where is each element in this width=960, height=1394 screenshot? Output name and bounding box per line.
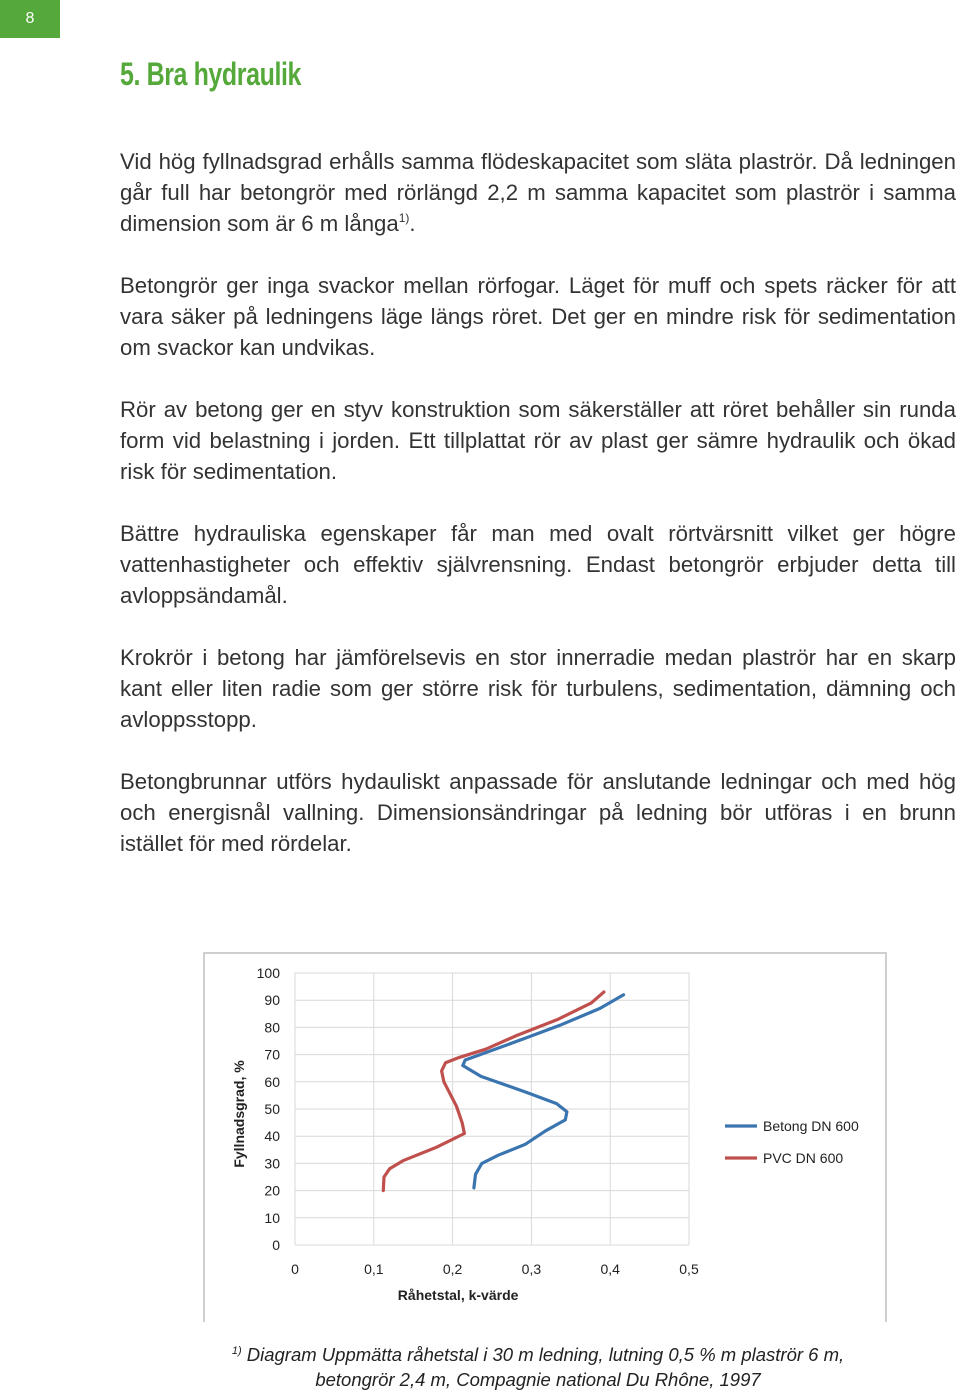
y-tick-label: 40 bbox=[264, 1128, 280, 1145]
footnote-ref: 1) bbox=[398, 211, 410, 225]
body-text bbox=[120, 146, 956, 890]
x-tick-label: 0 bbox=[291, 1261, 299, 1277]
page-number: 8 bbox=[25, 10, 35, 27]
caption-line-2: betongrör 2,4 m, Compagnie national Du Rhône, 1997 bbox=[315, 1369, 761, 1390]
x-axis-title: Råhetstal, k-värde bbox=[397, 1287, 519, 1303]
x-tick-label: 0,4 bbox=[600, 1261, 620, 1277]
paragraph-6: Betongbrunnar utförs hydauliskt anpassade för anslutande ledningar och med hög och energisnål vallning. Dimensionsändringar på ledning bör utföras i en brunn istället för med rördelar. bbox=[120, 769, 956, 856]
section-title: 5. Bra hydraulik bbox=[120, 56, 302, 92]
legend-label: Betong DN 600 bbox=[763, 1118, 859, 1134]
y-tick-label: 10 bbox=[264, 1209, 280, 1226]
caption-footnote-ref: 1) bbox=[231, 1345, 242, 1357]
paragraph-3: Rör av betong ger en styv konstruktion som säkerställer att röret behåller sin runda form vid belastning i jorden. Ett tillplattat rör av plast ger sämre hydraulik och ökad risk för sedimentation. bbox=[120, 397, 956, 484]
y-tick-label: 0 bbox=[272, 1237, 280, 1253]
y-tick-label: 50 bbox=[264, 1101, 280, 1117]
chart-frame bbox=[203, 952, 887, 1322]
x-tick-label: 0,1 bbox=[364, 1261, 384, 1277]
x-tick-label: 0,5 bbox=[679, 1261, 699, 1277]
y-tick-label: 60 bbox=[264, 1073, 280, 1090]
paragraph-1-text: Vid hög fyllnadsgrad erhålls samma flödeskapacitet som släta plaströr. Då ledningen går full har betongrör med rörlängd 2,2 m samma kapacitet som plaströr i samma dimension som är 6 m långa bbox=[120, 149, 956, 236]
y-tick-label: 30 bbox=[264, 1155, 280, 1172]
y-tick-label: 20 bbox=[264, 1182, 280, 1199]
page-number-badge bbox=[0, 0, 60, 38]
y-tick-label: 70 bbox=[264, 1046, 280, 1063]
legend-label: PVC DN 600 bbox=[763, 1150, 844, 1166]
paragraph-5: Krokrör i betong har jämförelsevis en stor innerradie medan plaströr har en skarp kant eller liten radie som ger större risk för turbulens, sedimentation, dämning och avloppsstopp. bbox=[120, 645, 956, 732]
x-tick-label: 0,2 bbox=[442, 1261, 463, 1277]
x-tick-label: 0,3 bbox=[521, 1261, 542, 1277]
y-axis-title: Fyllnadsgrad, % bbox=[231, 1060, 247, 1168]
caption-line-1: Diagram Uppmätta råhetstal i 30 m ledning, lutning 0,5 % m plaströr 6 m, bbox=[246, 1344, 845, 1365]
paragraph-4: Bättre hydrauliska egenskaper får man med ovalt rörtvärsnitt vilket ger högre vattenhastigheter och effektiv självrensning. Endast betongrör erbjuder detta till avloppsändamål. bbox=[120, 521, 956, 608]
caption bbox=[120, 1342, 956, 1392]
paragraph-1-end: . bbox=[409, 211, 416, 236]
paragraph-2: Betongrör ger inga svackor mellan rörfogar. Läget för muff och spets räcker för att vara säker på ledningens läge längs röret. Det ger en mindre risk för sedimentation om svackor kan undvikas. bbox=[120, 273, 956, 360]
y-tick-label: 80 bbox=[264, 1019, 280, 1036]
y-tick-label: 90 bbox=[264, 992, 280, 1009]
roughness-chart bbox=[205, 954, 889, 1324]
y-tick-label: 100 bbox=[256, 965, 280, 981]
paragraph-1 bbox=[120, 146, 956, 239]
